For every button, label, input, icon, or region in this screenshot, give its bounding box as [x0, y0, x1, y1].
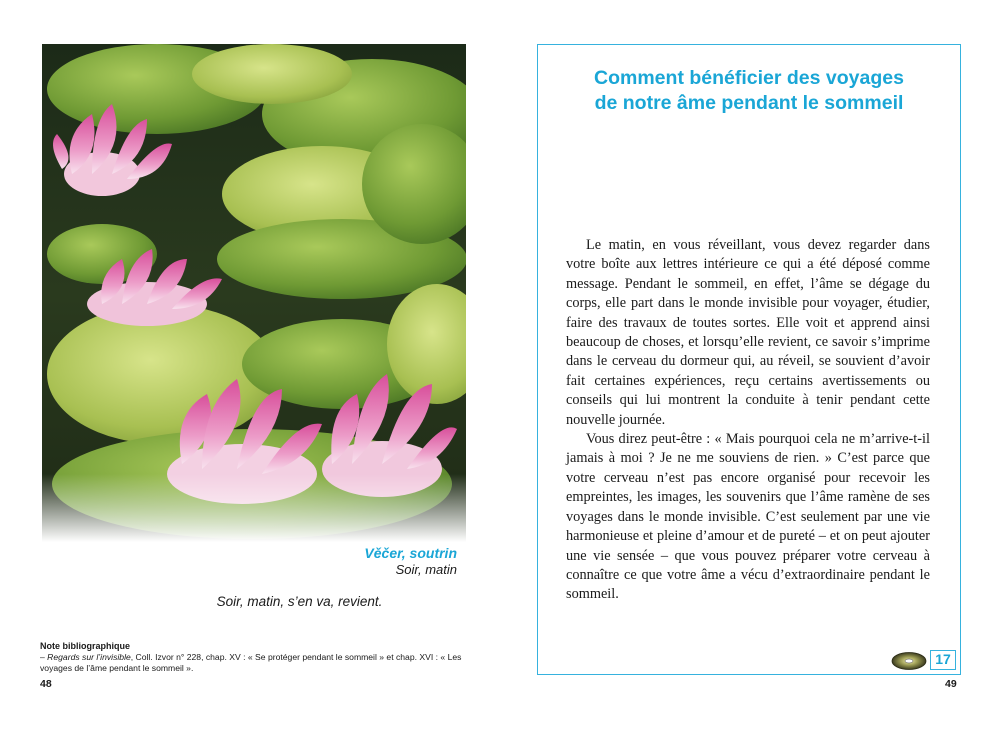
paragraph: Vous direz peut-être : « Mais pourquoi cela ne m’arrive-t-il jamais à moi ? Je ne me souviens de rien. » C’est parce que votre cerveau n’est pas encore organisé pour recevoir les empreintes, les images, les souvenirs que l’âme ramène de ses voyages dans le monde invisible. C’est seulement par une vie harmonieuse et pleine d’amour et de pureté – et on peut ajouter une vie sensée – que vous pouvez préparer votre cerveau à connaître ce que votre âme a vécu d’extraordinaire pendant le sommeil. — [566, 431, 930, 603]
caption-title: Věčer, soutrin — [364, 545, 457, 561]
page-number-right: 49 — [945, 678, 957, 690]
bibliographic-details: , Coll. Izvor n° 228, chap. XV : « Se protéger pendant le sommeil » et chap. XVI : « Les voyages de l’âme pendant le sommeil ». — [40, 652, 462, 673]
page-number-left: 48 — [40, 678, 52, 690]
water-lily-photo — [42, 44, 466, 542]
bibliographic-dash: – — [40, 652, 45, 662]
body-text — [566, 236, 930, 605]
bibliographic-note-title: Note bibliographique — [40, 641, 130, 651]
chapter-title — [540, 66, 958, 116]
photo-caption — [42, 545, 457, 578]
paragraph: Le matin, en vous réveillant, vous devez regarder dans votre boîte aux lettres intérieure ce qui a été déposé comme message. Pendant le sommeil, en effet, l’âme se dégage du corps, elle part dans le monde invisible pour voyager, étudier, faire des travaux de toutes sortes. Elle voit et apprend ainsi beaucoup de choses, et lorsqu’elle revient, ce savoir s’imprime dans le cerveau du dormeur qui, au réveil, se souvient d’avoir fait certaines expériences, reçu certains avertissements ou conseils qui lui montrent la conduite à tenir pendant cette nouvelle journée. — [566, 237, 930, 428]
bibliographic-note-text — [40, 652, 470, 674]
cd-disc-icon — [891, 651, 927, 676]
quote-text: Soir, matin, s’en va, revient. — [216, 594, 383, 609]
track-number-badge: 17 — [930, 650, 956, 670]
chapter-title-line-1: Comment bénéficier des voyages — [594, 67, 904, 89]
bibliographic-note — [40, 641, 470, 674]
chapter-title-line-2: de notre âme pendant le sommeil — [594, 92, 904, 114]
caption-subtitle: Soir, matin — [395, 562, 457, 577]
bibliographic-book-title: Regards sur l’invisible — [47, 652, 131, 662]
